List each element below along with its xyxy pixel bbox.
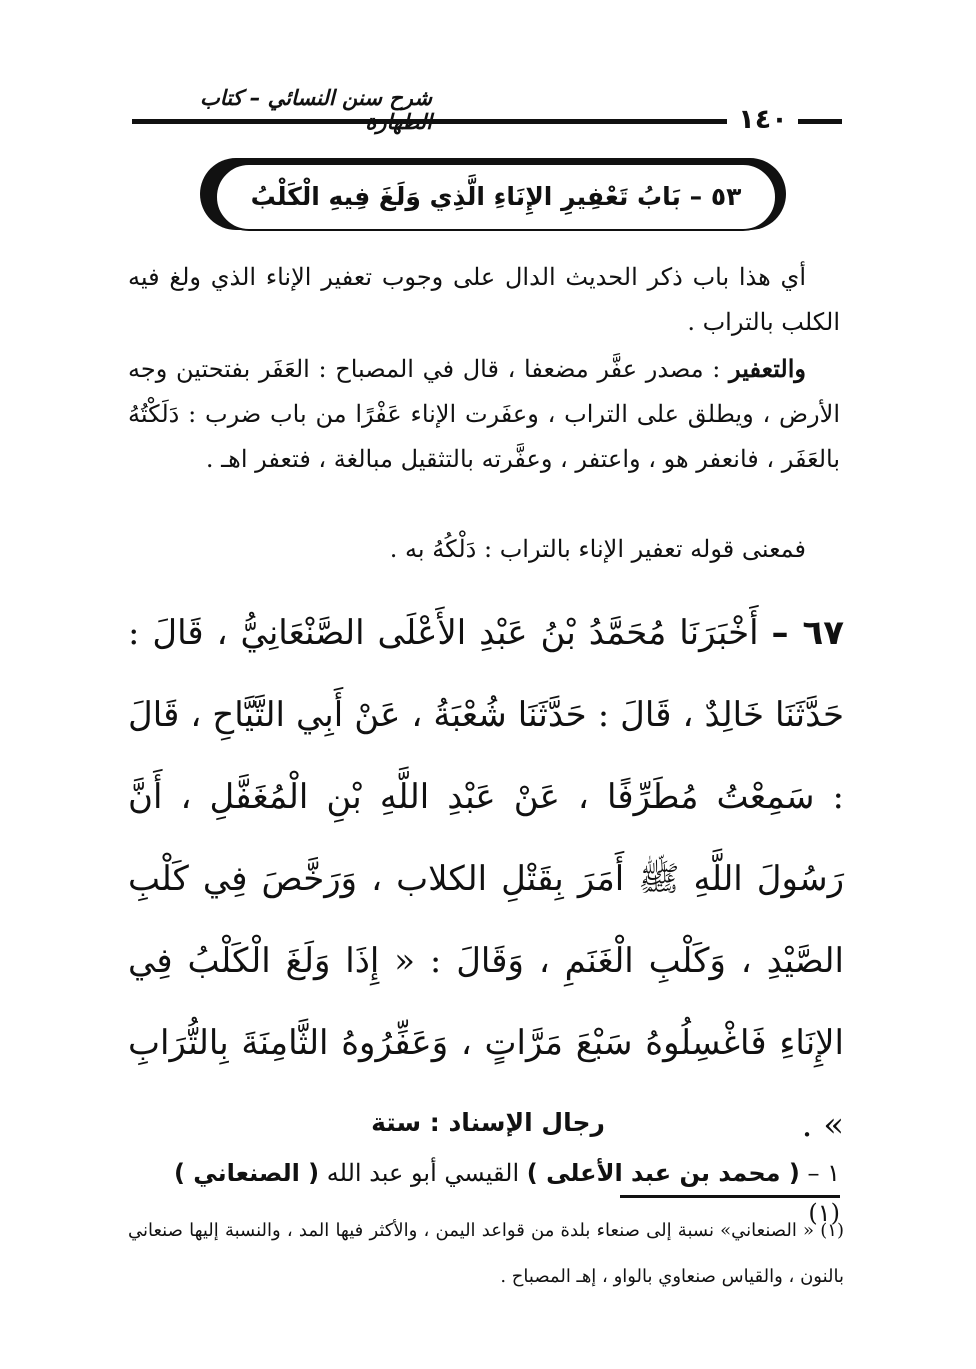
footnote: (١) « الصنعاني» نسبة إلى صنعاء بلدة من قواعد اليمن ، والأكثر فيها المد ، والنسبة إليها صنعاني بالنون ، والقياس صنعاوي بالواو ، إهـ المصباح .: [128, 1220, 844, 1287]
hadith-text: أَخْبَرَنَا مُحَمَّدُ بْنُ عَبْدِ الأَعْلَى الصَّنْعَانِيُّ ، قَالَ : حَدَّثَنَا خَالِدٌ ، قَالَ : حَدَّثَنَا شُعْبَةُ ، عَنْ أَبِي التَّيَّاحِ ، قَالَ : سَمِعْتُ مُطَرِّفًا ، عَنْ عَبْدِ اللَّهِ بْنِ الْمُغَفَّلِ ، أَنَّ رَسُولَ اللَّهِ ﷺ أَمَرَ بِقَتْلِ الكلاب ، وَرَخَّصَ فِي كَلْبِ الصَّيْدِ ، وَكَلْبِ الْغَنَمِ ، وَقَالَ : « إِذَا وَلَغَ الْكَلْبُ فِي الإِنَاءِ فَاغْسِلُوهُ سَبْعَ مَرَّاتٍ ، وَعَفِّرُوهُ الثَّامِنَةَ بِالتُّرَابِ » .: [128, 613, 844, 1145]
header-rule-right: [798, 119, 842, 124]
definition-text: : مصدر عفَّر مضعفا ، قال في المصباح : العَفَر بفتحتين وجه الأرض ، ويطلق على التراب ، وعفَرت الإناء عَفْرًا من باب ضرب : دَلَكْتُهُ بالعَفَر ، فانعفر هو ، واعتفر ، وعفَّرته بالتثقيل مبالغة ، فتعفر اهـ .: [128, 355, 840, 473]
header-rule-left: [132, 119, 727, 124]
narrator-kunya: القيسي أبو عبد الله: [319, 1159, 527, 1187]
explanation-paragraph-2: [128, 346, 840, 482]
narrator-number: ١ –: [799, 1159, 840, 1187]
narrator-name: ( محمد بن عبد الأعلى ): [526, 1159, 800, 1187]
explanation-paragraph-1: أي هذا باب ذكر الحديث الدال على وجوب تعفير الإناء الذي ولغ فيه الكلب بالتراب .: [128, 263, 840, 336]
page-number: ١٤٠: [738, 104, 788, 135]
hadith-number: ٦٧ –: [771, 613, 844, 653]
footnote-divider: [620, 1195, 840, 1198]
narrator-nisba: ( الصنعاني ): [173, 1159, 320, 1187]
chapter-title: ٥٣ – بَابُ تَعْفِيرِ الإِنَاءِ الَّذِي وَلَغَ فِيهِ الْكَلْبُ: [250, 182, 742, 211]
defined-term: والتعفير: [728, 354, 806, 383]
narrators-heading: رجال الإسناد : ستة: [371, 1108, 605, 1137]
hadith-text-block: [128, 592, 844, 1166]
explanation-paragraph-3: فمعنى قوله تعفير الإناء بالتراب : دَلْكُهُ به .: [389, 535, 806, 563]
running-header-title: شرح سنن النسائي – كتاب: [200, 86, 432, 110]
footnote-reference: (١): [808, 1199, 840, 1227]
chapter-banner: [215, 163, 777, 231]
